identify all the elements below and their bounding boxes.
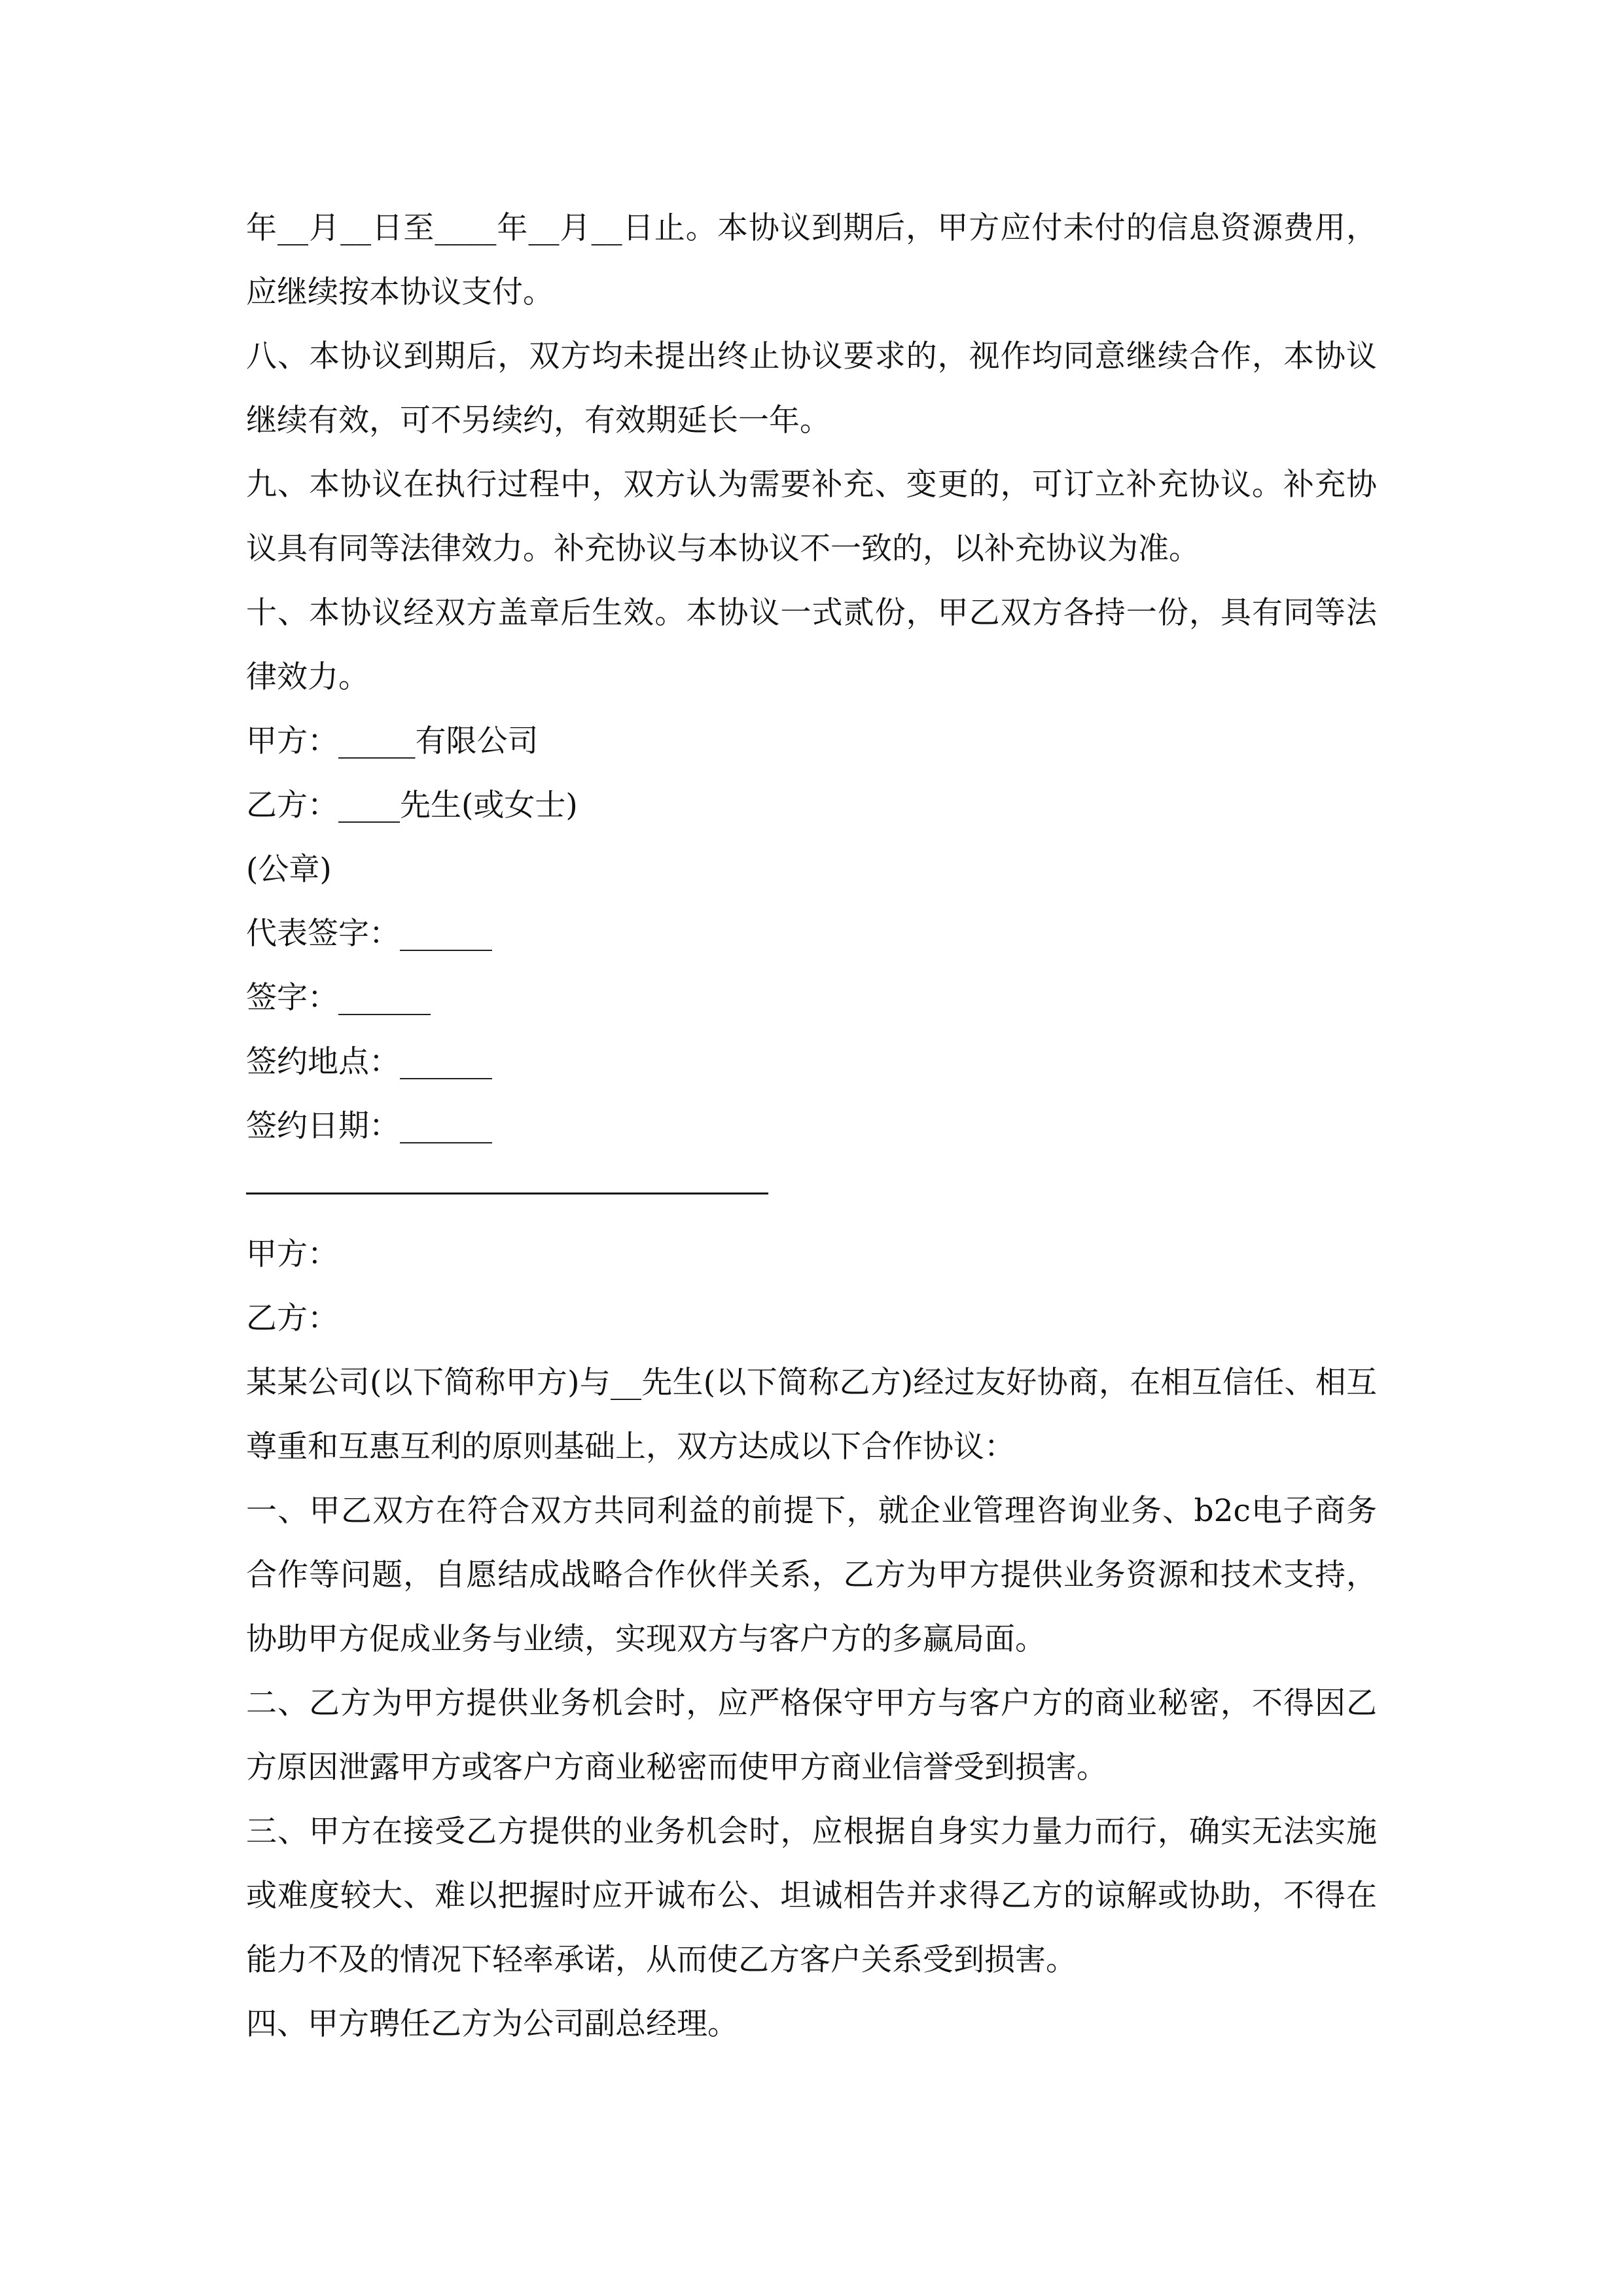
clause-9: 九、本协议在执行过程中，双方认为需要补充、变更的，可订立补充协议。补充协议具有同等法律效力。补充协议与本协议不一致的，以补充协议为准。 [246,467,1377,567]
party-b-label: 乙方： [246,1300,338,1336]
signing-place-line: 签约地点：______ [246,1044,492,1080]
party-a-label: 甲方： [246,1236,338,1272]
seal-label: (公章) [246,852,332,888]
agreement-intro: 某某公司(以下简称甲方)与__先生(以下简称乙方)经过友好协商，在相互信任、相互尊重和互惠互利的原则基础上，双方达成以下合作协议： [246,1365,1377,1465]
clause-1: 一、甲乙双方在符合双方共同利益的前提下，就企业管理咨询业务、b2c电子商务合作等问题，自愿结成战略合作伙伴关系，乙方为甲方提供业务资源和技术支持，协助甲方促成业务与业绩，实现双方与客户方的多赢局面。 [246,1493,1377,1657]
clause-8: 八、本协议到期后，双方均未提出终止协议要求的，视作均同意继续合作，本协议继续有效，可不另续约，有效期延长一年。 [246,338,1377,439]
clause-term-end: 年__月__日至____年__月__日止。本协议到期后，甲方应付未付的信息资源费用，应继续按本协议支付。 [246,210,1377,310]
clause-10: 十、本协议经双方盖章后生效。本协议一式贰份，甲乙双方各持一份，具有同等法律效力。 [246,595,1377,695]
party-b-signature-line: 乙方：____先生(或女士) [246,787,578,823]
section-divider [246,1158,1377,1223]
signing-date-line: 签约日期：______ [246,1108,492,1144]
signature-line: 签字：______ [246,980,431,1016]
representative-signature-line: 代表签字：______ [246,916,492,952]
party-a-signature-line: 甲方：_____有限公司 [246,723,539,759]
clause-4: 四、甲方聘任乙方为公司副总经理。 [246,2006,738,2042]
clause-3: 三、甲方在接受乙方提供的业务机会时，应根据自身实力量力而行，确实无法实施或难度较大、难以把握时应开诚布公、坦诚相告并求得乙方的谅解或协助，不得在能力不及的情况下轻率承诺，从而使乙方客户关系受到损害。 [246,1814,1377,1978]
document-body [246,196,1377,2056]
clause-2: 二、乙方为甲方提供业务机会时，应严格保守甲方与客户方的商业秘密，不得因乙方原因泄露甲方或客户方商业秘密而使甲方商业信誉受到损害。 [246,1685,1377,1785]
